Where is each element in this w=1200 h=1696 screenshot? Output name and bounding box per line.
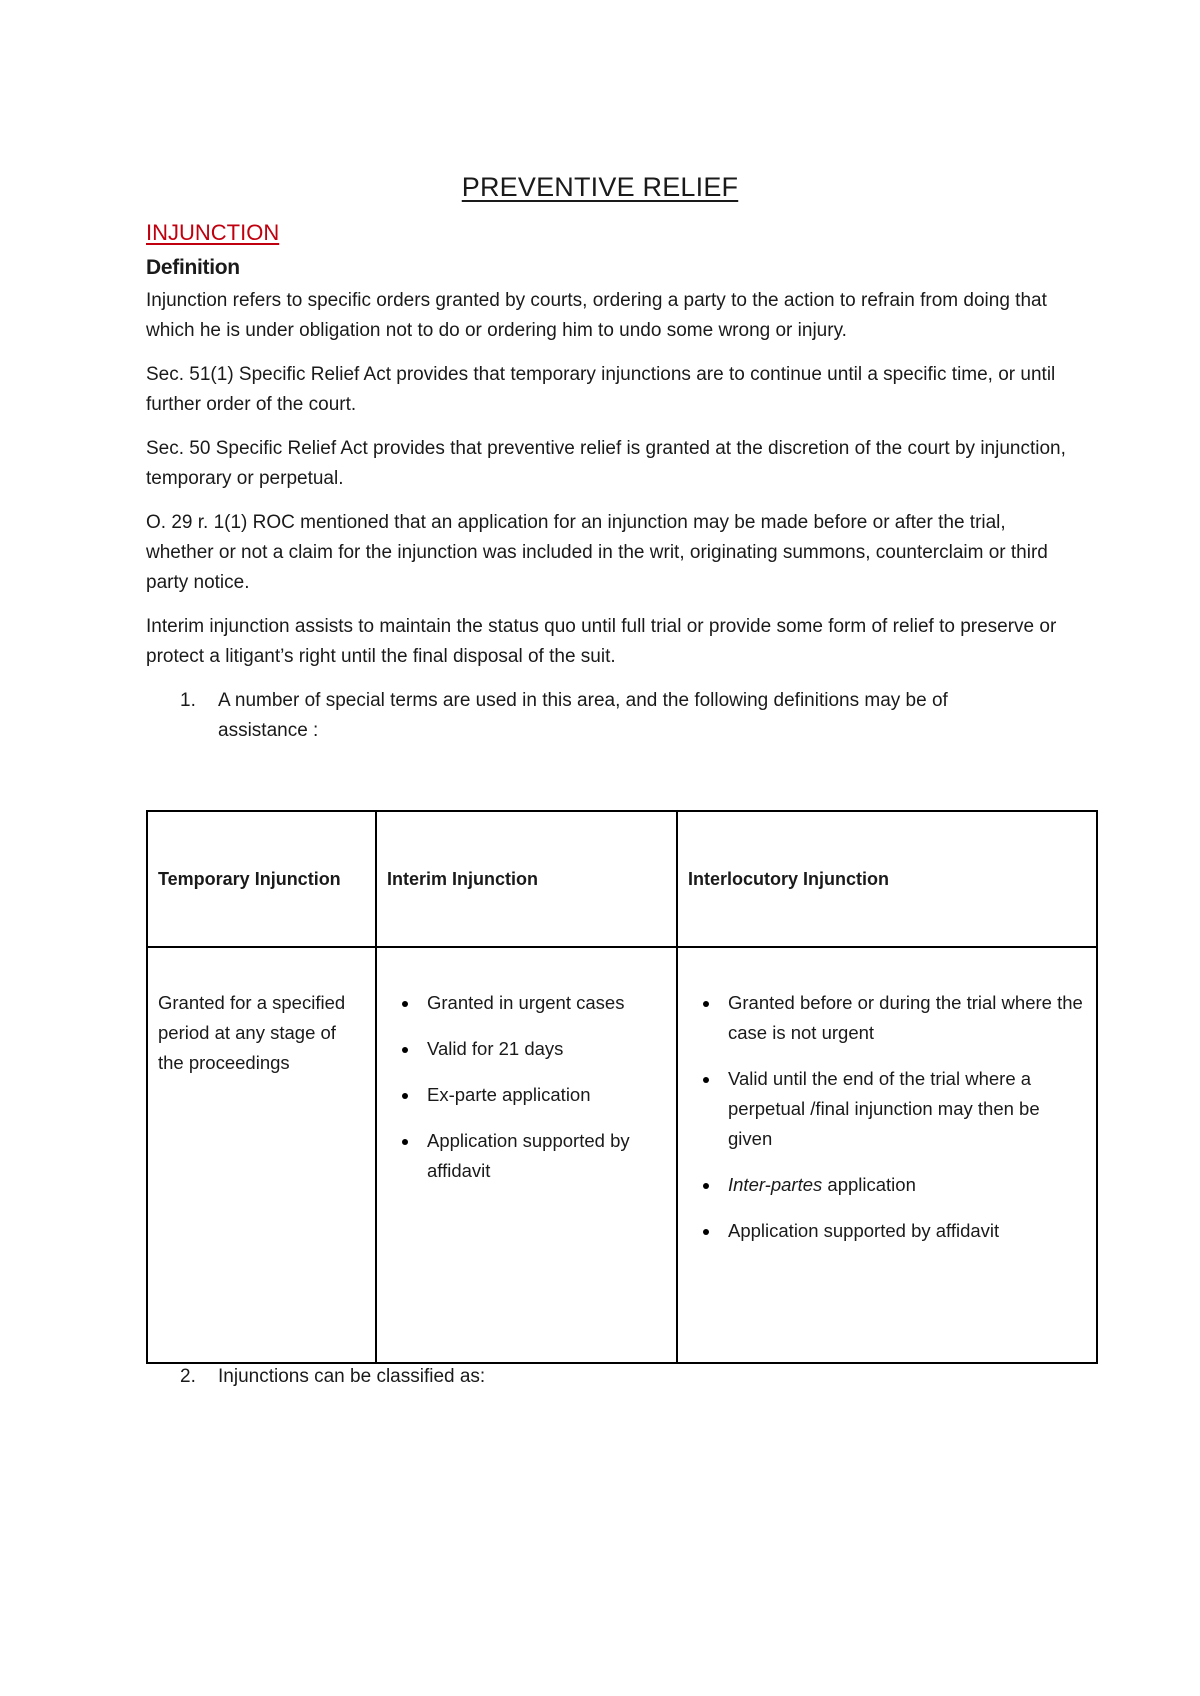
list-number-2: 2. bbox=[180, 1366, 196, 1387]
inter-partes-rest: application bbox=[822, 1174, 916, 1195]
header-interim-injunction: Interim Injunction bbox=[376, 811, 677, 947]
interim-bullet-ex-parte: Ex-parte application bbox=[387, 1080, 666, 1110]
interim-bullet-affidavit: Application supported by affidavit bbox=[387, 1126, 666, 1186]
cell-interlocutory-list bbox=[677, 947, 1097, 1363]
cell-interim-list bbox=[376, 947, 677, 1363]
header-interlocutory-injunction: Interlocutory Injunction bbox=[677, 811, 1097, 947]
interlocutory-bullet-affidavit: Application supported by affidavit bbox=[688, 1216, 1086, 1246]
paragraph-sec-50: Sec. 50 Specific Relief Act provides that preventive relief is granted at the discretion of the court by injunction, temporary or perpetual. bbox=[146, 438, 1066, 489]
definition-heading: Definition bbox=[146, 256, 240, 279]
list-item-1-text: A number of special terms are used in this area, and the following definitions may be of assistance : bbox=[218, 690, 948, 741]
list-item-2-text: Injunctions can be classified as: bbox=[218, 1366, 486, 1387]
section-heading: INJUNCTION bbox=[146, 220, 280, 245]
paragraph-definition: Injunction refers to specific orders granted by courts, ordering a party to the action to refrain from doing that which he is under obligation not to do or ordering him to undo some wrong or injury. bbox=[146, 290, 1047, 341]
inter-partes-term: Inter-partes bbox=[728, 1174, 823, 1195]
page-title: PREVENTIVE RELIEF bbox=[461, 172, 739, 202]
paragraph-order-29: O. 29 r. 1(1) ROC mentioned that an application for an injunction may be made before or after the trial, whether or not a claim for the injunction was included in the writ, originating summons, counterclaim or third party notice. bbox=[146, 512, 1048, 593]
cell-temporary-description: Granted for a specified period at any stage of the proceedings bbox=[147, 947, 376, 1363]
paragraph-interim: Interim injunction assists to maintain the status quo until full trial or provide some form of relief to preserve or protect a litigant’s right until the final disposal of the suit. bbox=[146, 616, 1057, 667]
paragraph-sec-51: Sec. 51(1) Specific Relief Act provides that temporary injunctions are to continue until a specific time, or until further order of the court. bbox=[146, 364, 1056, 415]
interlocutory-bullet-timing: Granted before or during the trial where the case is not urgent bbox=[688, 988, 1086, 1048]
interlocutory-bullet-inter-partes bbox=[688, 1170, 1086, 1200]
table-header-row bbox=[147, 811, 1097, 947]
header-temporary-injunction: Temporary Injunction bbox=[147, 811, 376, 947]
interlocutory-bullet-validity: Valid until the end of the trial where a perpetual /final injunction may then be given bbox=[688, 1064, 1086, 1154]
table-body-row bbox=[147, 947, 1097, 1363]
list-number-1: 1. bbox=[180, 690, 196, 711]
injunction-terms-table bbox=[146, 810, 1098, 1364]
interim-bullet-urgent: Granted in urgent cases bbox=[387, 988, 666, 1018]
interim-bullet-validity: Valid for 21 days bbox=[387, 1034, 666, 1064]
